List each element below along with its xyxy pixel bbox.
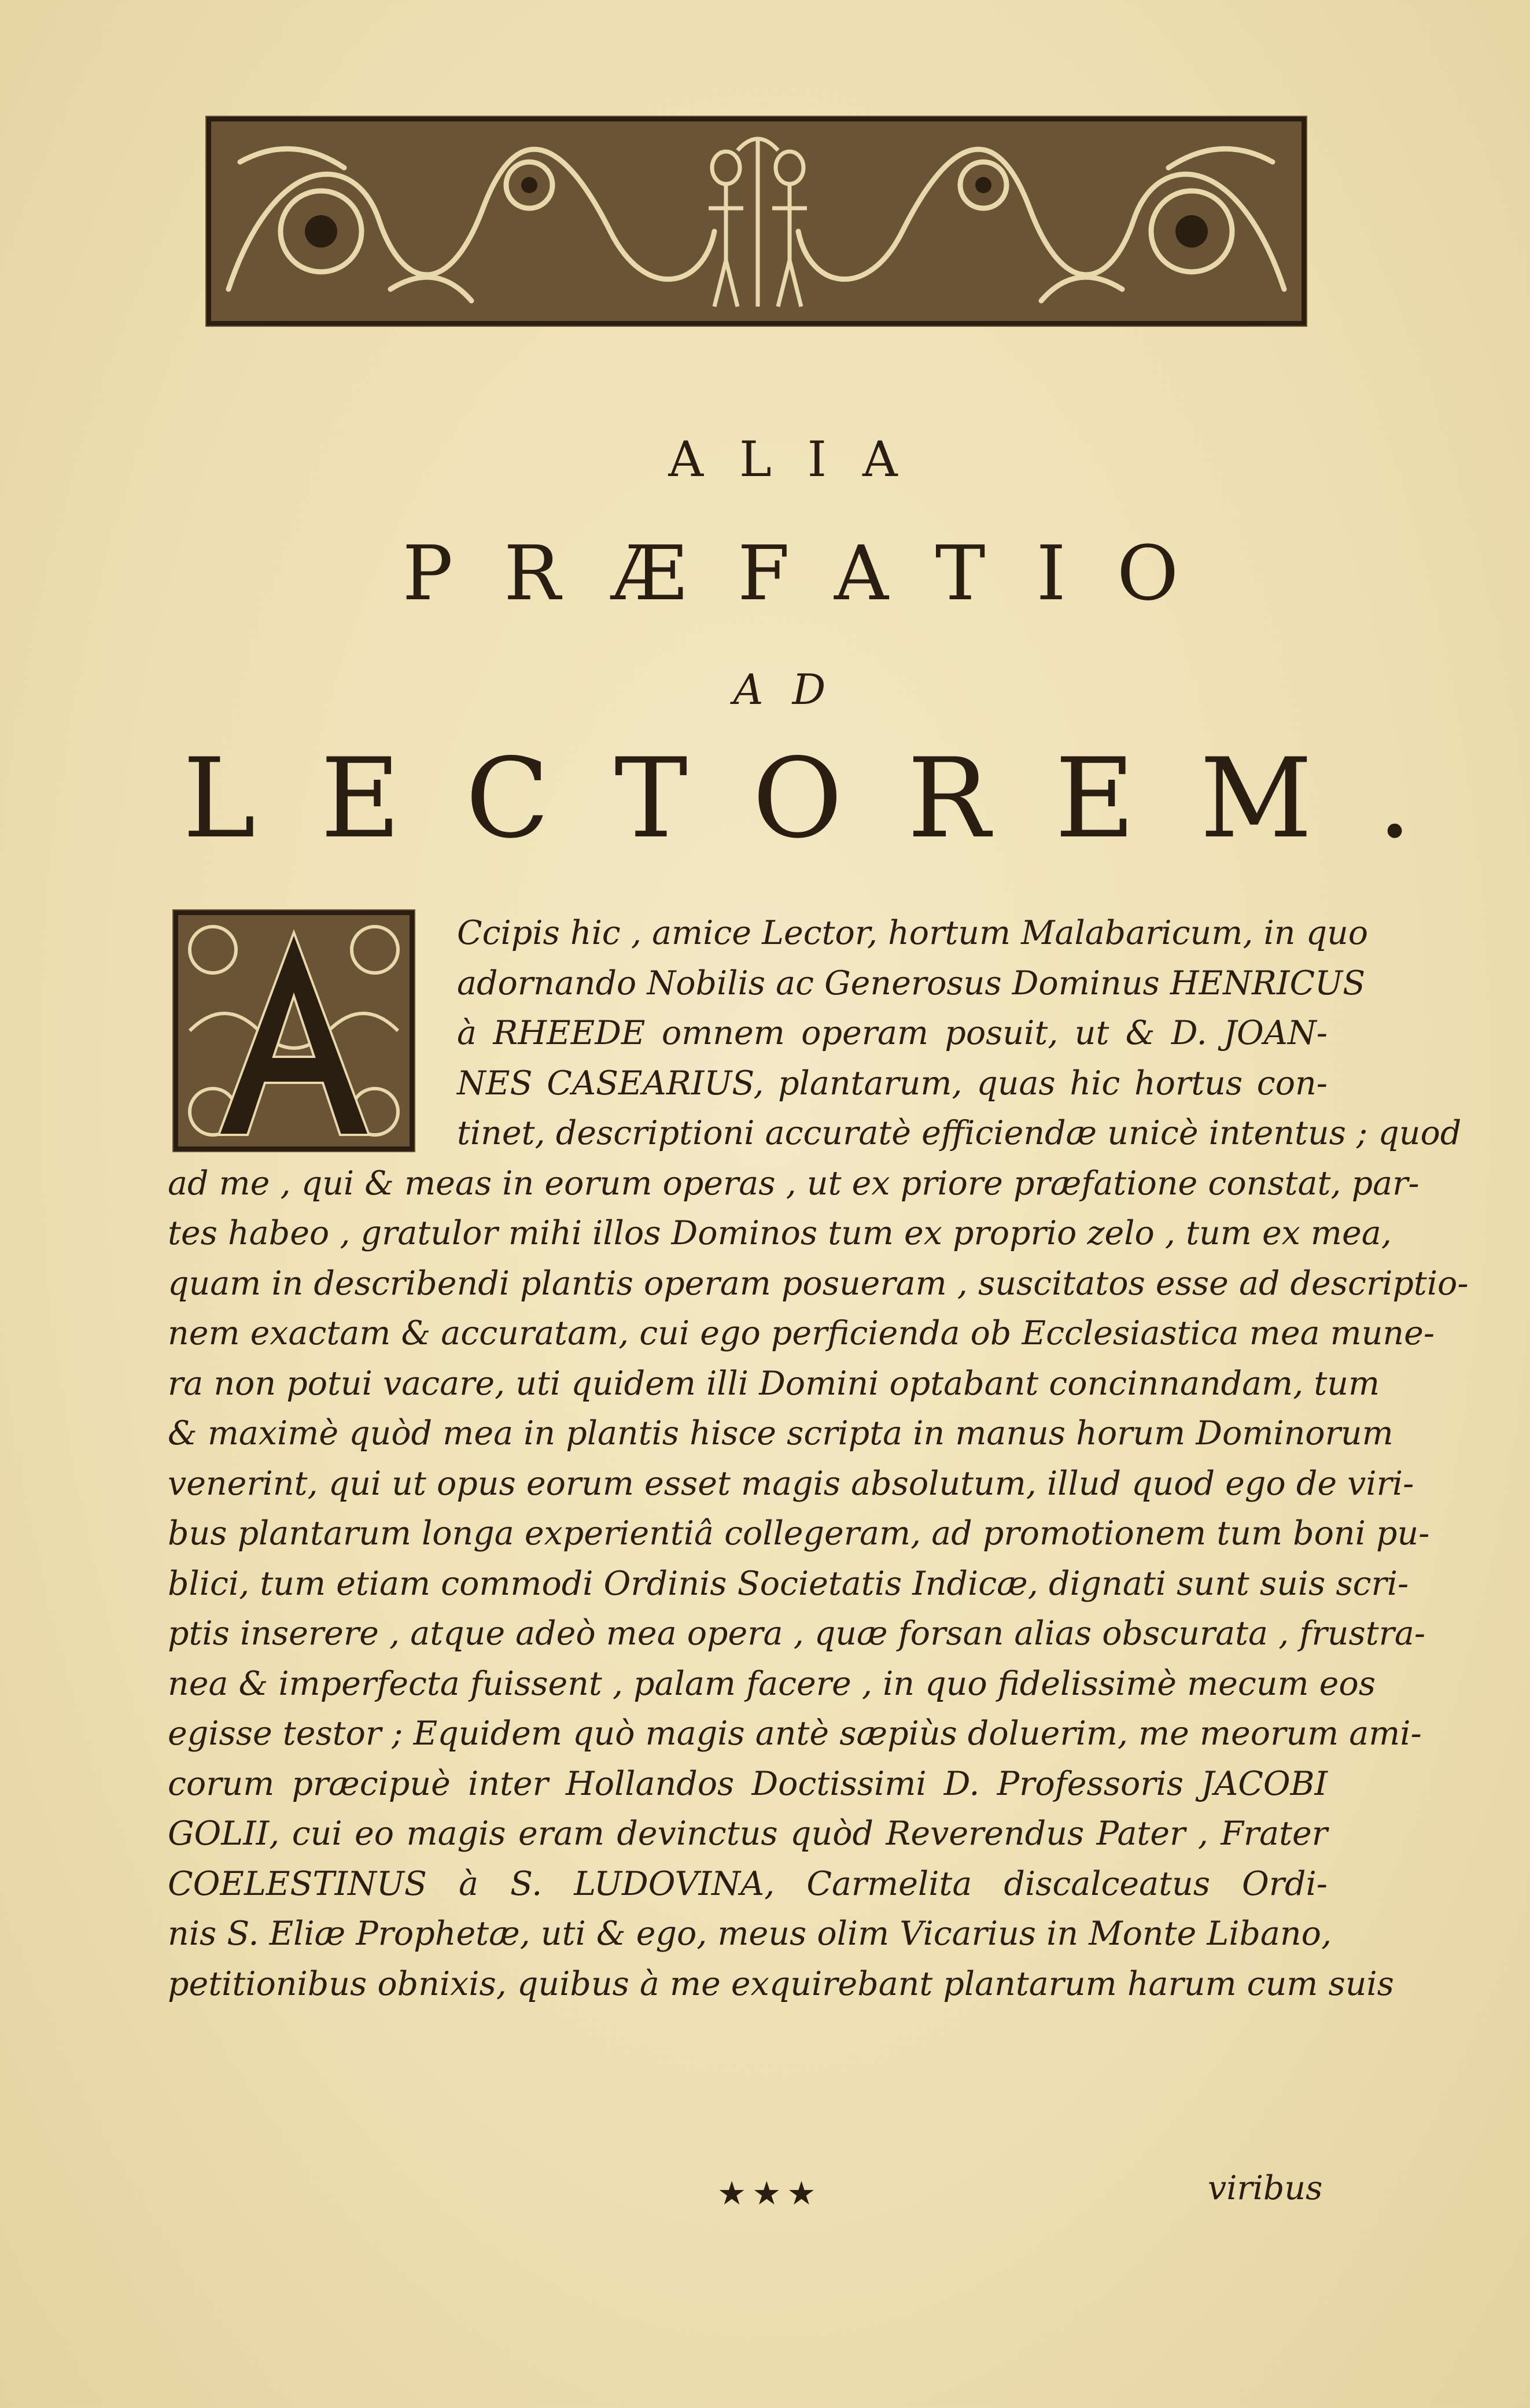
preface-text	[168, 908, 1469, 2009]
text-line: ra non potui vacare, uti quidem illi Domini optabant concinnandam, tum	[168, 1364, 1380, 1403]
text-line: nis S. Eliæ Prophetæ, uti & ego, meus olim Vicarius in Monte Libano,	[168, 1915, 1332, 1953]
heading-praefatio: PRÆFATIO	[402, 529, 1230, 617]
text-line: corum præcipuè inter Hollandos Doctissimi D. Professoris JACOBI	[168, 1764, 1328, 1803]
text-line: NES CASEARIUS, plantarum, quas hic hortus con-	[457, 1064, 1328, 1102]
text-line: bus plantarum longa experientiâ collegeram, ad promotionem tum boni pu-	[168, 1514, 1430, 1553]
text-line: ptis inserere , atque adeò mea opera , quæ forsan alias obscurata , frustra-	[168, 1614, 1426, 1653]
heading-alia: ALIA	[668, 431, 934, 488]
text-line: ad me , qui & meas in eorum operas , ut ex priore præfatione constat, par-	[168, 1164, 1420, 1203]
catchword: viribus	[1208, 2169, 1323, 2207]
text-line: & maximè quòd mea in plantis hisce scripta in manus horum Dominorum	[168, 1414, 1393, 1452]
heading-lectorem: LECTOREM.	[182, 735, 1477, 862]
text-line: petitionibus obnixis, quibus à me exquirebant plantarum harum cum suis	[168, 1964, 1394, 2003]
text-line: blici, tum etiam commodi Ordinis Societatis Indicæ, dignati sunt suis scri-	[168, 1564, 1409, 1603]
text-line: GOLII, cui eo magis eram devinctus quòd Reverendus Pater , Frater	[168, 1815, 1328, 1853]
text-line: tinet, descriptioni accuratè efficiendæ unicè intentus ; quod	[457, 1114, 1462, 1152]
heading-ad: AD	[733, 665, 855, 714]
text-line: quam in describendi plantis operam posueram , suscitatos esse ad descriptio-	[168, 1264, 1469, 1303]
signature-mark: ★★★	[717, 2175, 822, 2212]
text-line: nea & imperfecta fuissent , palam facere , in quo fidelissimè mecum eos	[168, 1664, 1376, 1703]
text-line: COELESTINUS à S. LUDOVINA, Carmelita discalceatus Ordi-	[168, 1864, 1328, 1903]
text-line: nem exactam & accuratam, cui ego perficienda ob Ecclesiastica mea mune-	[168, 1314, 1435, 1352]
text-line: egisse testor ; Equidem quò magis antè sæpiùs doluerim, me meorum ami-	[168, 1714, 1422, 1753]
text-line: tes habeo , gratulor mihi illos Dominos tum ex proprio zelo , tum ex mea,	[168, 1214, 1392, 1252]
text-line: adornando Nobilis ac Generosus Dominus HENRICUS	[457, 964, 1366, 1002]
ornamental-headpiece	[205, 116, 1307, 327]
text-line: venerint, qui ut opus eorum esset magis absolutum, illud quod ego de viri-	[168, 1464, 1414, 1503]
text-line: Ccipis hic , amice Lector, hortum Malabaricum, in quo	[457, 914, 1369, 952]
text-line: à RHEEDE omnem operam posuit, ut & D. JOAN-	[457, 1014, 1328, 1052]
